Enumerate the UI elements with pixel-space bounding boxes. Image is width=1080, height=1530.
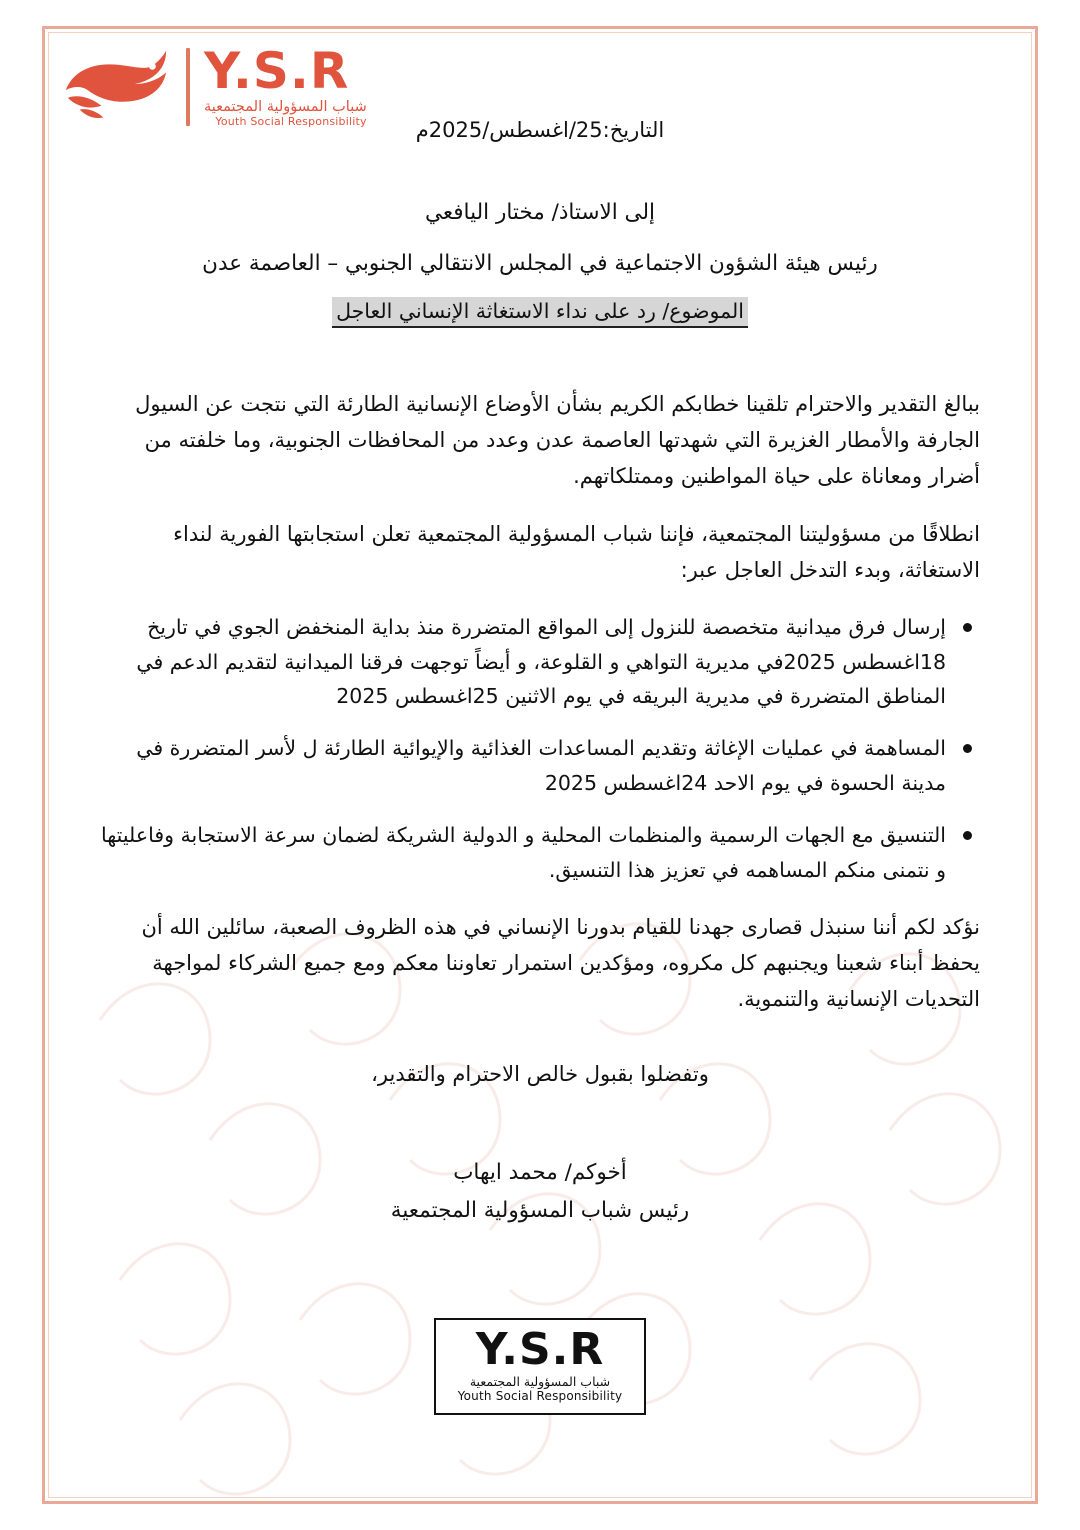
signature-name: أخوكم/ محمد ايهاب — [453, 1159, 627, 1185]
document-body — [100, 196, 980, 1231]
list-item: المساهمة في عمليات الإغاثة وتقديم المساعدات الغذائية والإيوائية الطارئة ل لأسر المتضررة في مدينة الحسوة في يوم الاحد 24اغسطس 2025 — [100, 731, 946, 800]
logo-main-text: Y.S.R — [204, 42, 350, 100]
closing-paragraph: نؤكد لكم أننا سنبذل قصارى جهدنا للقيام بدورنا الإنساني في هذه الظروف الصعبة، سائلين الله أن يحفظ أبناء شعبنا ويجنبهم كل مكروه، ومؤكدين استمرار تعاوننا معكم ومع جميع الشركاء لمواجهة التحديات الإنسانية والتنموية. — [141, 915, 980, 1012]
valediction: وتفضلوا بقبول خالص الاحترام والتقدير، — [371, 1061, 709, 1086]
footer-logo-english-subtitle: Youth Social Responsibility — [457, 1389, 623, 1403]
action-list — [100, 610, 980, 887]
paragraph-2: انطلاقًا من مسؤوليتنا المجتمعية، فإننا شباب المسؤولية المجتمعية تعلن استجابتها الفورية لنداء الاستغاثة، وبدء التدخل العاجل عبر: — [173, 521, 980, 583]
list-item: التنسيق مع الجهات الرسمية والمنظمات المحلية و الدولية الشريكة لضمان سرعة الاستجابة وفاعليتها و نتمنى منكم المساهمه في تعزيز هذا التنسيق. — [100, 818, 946, 887]
paragraph-1: ببالغ التقدير والاحترام تلقينا خطابكم الكريم بشأن الأوضاع الإنسانية الطارئة التي نتجت عن السيول الجارفة والأمطار الغزيرة التي شهدتها العاصمة عدن وعدد من المحافظات الجنوبية، وما خلفته من أضرار ومعاناة على حياة المواطنين وممتلكاتهم. — [135, 391, 980, 488]
footer-logo-main-text: Y.S.R — [475, 1324, 605, 1375]
list-item: إرسال فرق ميدانية متخصصة للنزول إلى المواقع المتضررة منذ بداية المنخفض الجوي في تاريخ 18اغسطس 2025في مديرية التواهي و القلوعة، و أيضاً توجهت فرقنا الميدانية لتقديم الدعم في المناطق المتضررة في مديرية البريقه في يوم الاثنين 25اغسطس 2025 — [100, 610, 946, 713]
addressee-line-2: رئيس هيئة الشؤون الاجتماعية في المجلس الانتقالي الجنوبي – العاصمة عدن — [202, 251, 878, 277]
logo-english-subtitle: Youth Social Responsibility — [215, 115, 367, 128]
subject-row — [100, 297, 980, 328]
footer-logo-box — [434, 1318, 647, 1415]
signature-block — [100, 1154, 980, 1231]
addressee-line-1: إلى الاستاذ/ مختار اليافعي — [424, 200, 655, 225]
logo-divider — [186, 48, 190, 126]
logo-arabic-subtitle: شباب المسؤولية المجتمعية — [204, 99, 367, 115]
logo-text-block — [204, 42, 367, 128]
footer-logo-arabic-subtitle: شباب المسؤولية المجتمعية — [469, 1374, 611, 1389]
subject-highlight: الموضوع/ رد على نداء الاستغاثة الإنساني العاجل — [332, 297, 748, 328]
document-date: التاريخ:25/اغسطس/2025م — [415, 118, 665, 142]
footer-logo-area — [0, 1318, 1080, 1415]
signature-title: رئيس شباب المسؤولية المجتمعية — [390, 1198, 690, 1224]
